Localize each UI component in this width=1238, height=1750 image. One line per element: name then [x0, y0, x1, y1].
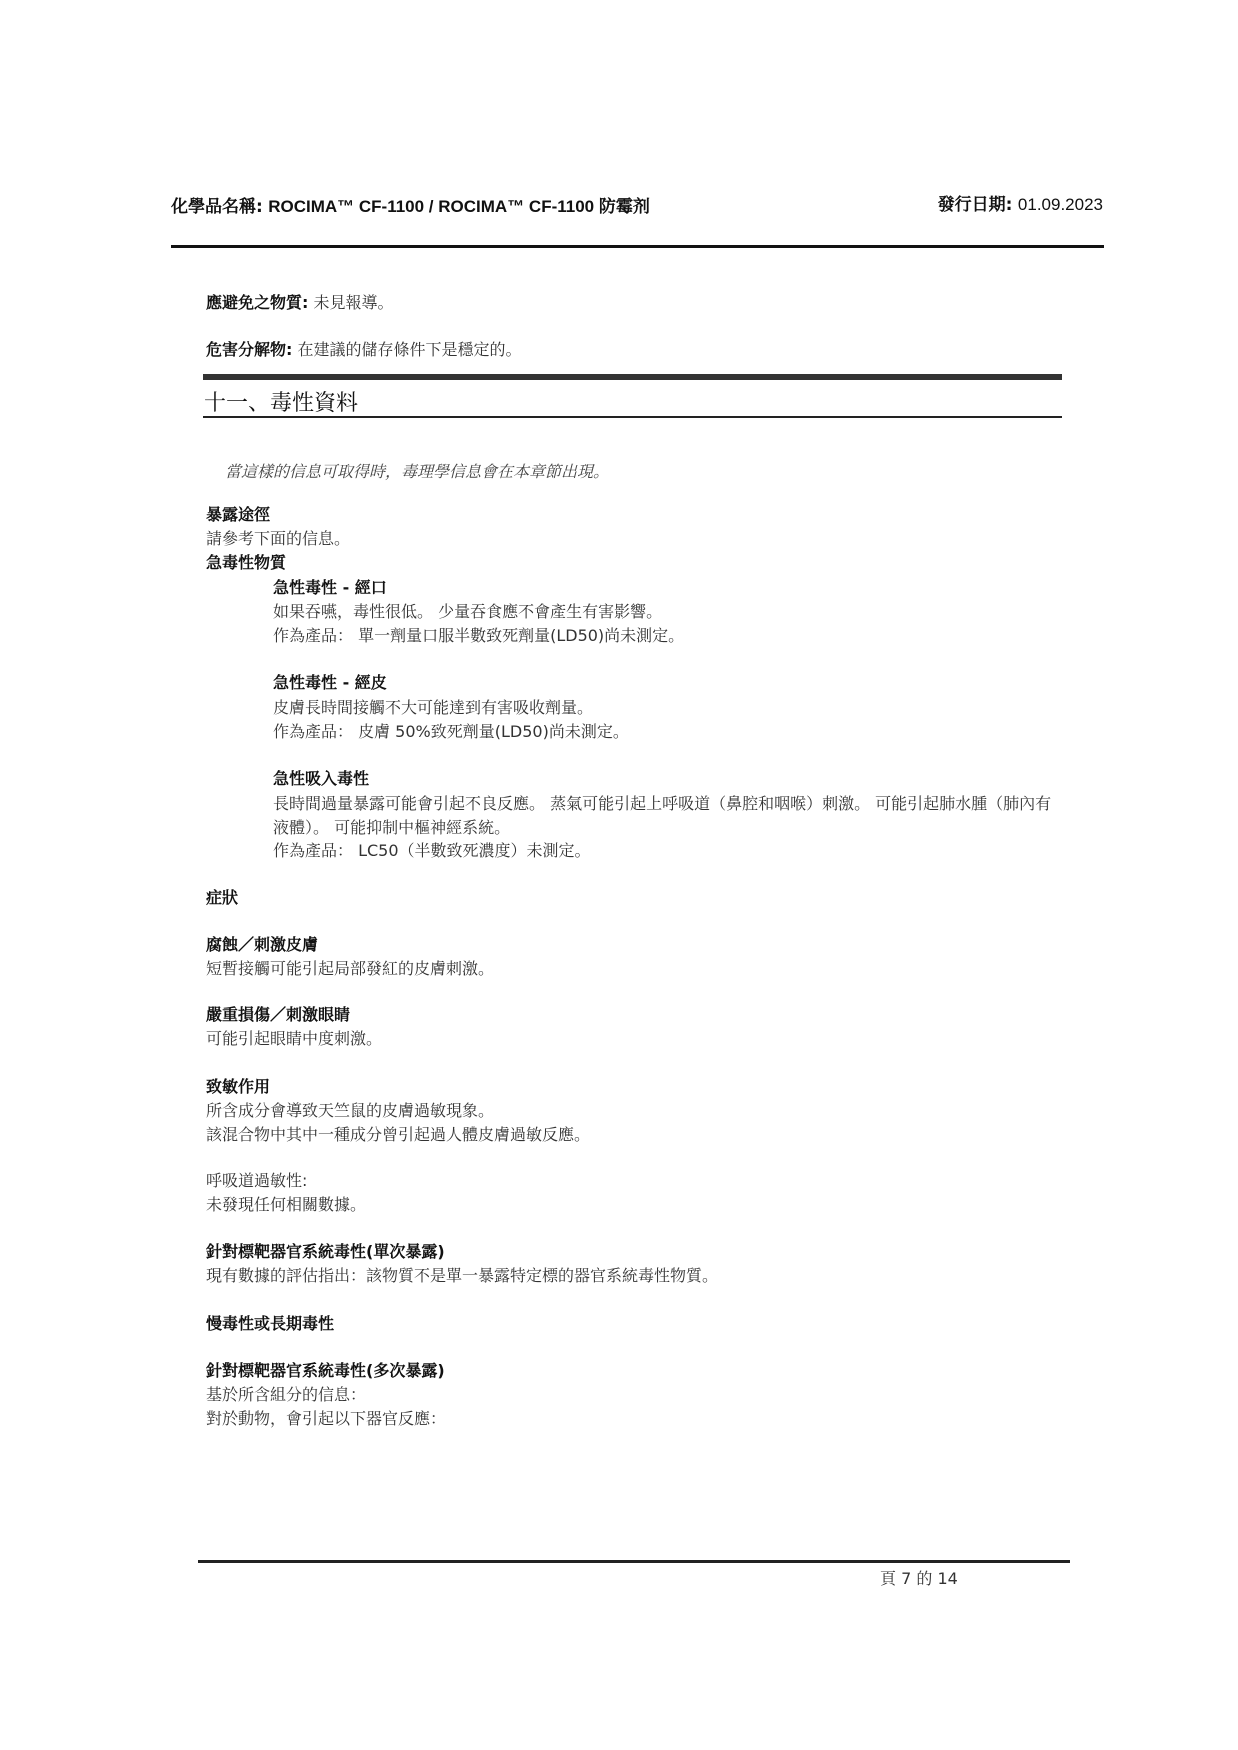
date-label: 發行日期: — [937, 195, 1013, 215]
header-product — [171, 192, 650, 217]
avoid-row — [206, 292, 394, 314]
stot-repeat-line2: 對於動物，會引起以下器官反應： — [206, 1409, 447, 1428]
avoid-value: 未見報導。 — [313, 293, 394, 312]
eye-text: 可能引起眼睛中度刺激。 — [206, 1029, 383, 1048]
acute-heading: 急毒性物質 — [206, 553, 287, 572]
oral-line1: 如果吞嚥，毒性很低。 少量吞食應不會產生有害影響。 — [273, 602, 663, 621]
exposure-heading: 暴露途徑 — [206, 505, 271, 524]
inhal-heading: 急性吸入毒性 — [273, 769, 370, 788]
oral-line2: 作為產品： 單一劑量口服半數致死劑量(LD50)尚未測定。 — [273, 626, 685, 645]
section-intro: 當這樣的信息可取得時，毒理學信息會在本章節出現。 — [225, 462, 610, 481]
stot-repeat-line1: 基於所含組分的信息： — [206, 1385, 367, 1404]
decomp-label: 危害分解物: — [206, 340, 293, 359]
product-name: ROCIMA™ CF-1100 / ROCIMA™ CF-1100 防霉剂 — [268, 197, 650, 216]
chronic-heading: 慢毒性或長期毒性 — [206, 1314, 335, 1333]
skin-heading: 腐蝕／刺激皮膚 — [206, 935, 319, 954]
inhal-text: 長時間過量暴露可能會引起不良反應。 蒸氣可能引起上呼吸道（鼻腔和咽喉）刺激。 可能引起肺水腫（肺內有液體）。 可能抑制中樞神經系統。 — [273, 794, 1052, 837]
stot-repeat-heading: 針對標靶器官系統毒性(多次暴露) — [206, 1361, 445, 1380]
oral-heading: 急性毒性 - 經口 — [273, 578, 387, 597]
avoid-label: 應避免之物質: — [206, 293, 309, 312]
stot-single-text: 現有數據的評估指出：該物質不是單一暴露特定標的器官系統毒性物質。 — [206, 1266, 719, 1285]
date-value: 01.09.2023 — [1017, 195, 1103, 214]
sens-line2: 該混合物中其中一種成分曾引起過人體皮膚過敏反應。 — [206, 1125, 591, 1144]
header-date — [938, 190, 1103, 215]
dermal-line1: 皮膚長時間接觸不大可能達到有害吸收劑量。 — [273, 698, 594, 717]
sens-line1: 所含成分會導致天竺鼠的皮膚過敏現象。 — [206, 1101, 495, 1120]
resp-label: 呼吸道過敏性: — [206, 1171, 308, 1190]
inhal-line3: 作為產品： LC50（半數致死濃度）未測定。 — [273, 841, 591, 860]
section-title: 十一、毒性資料 — [204, 391, 359, 416]
decomp-row — [206, 339, 522, 361]
symptoms-heading: 症狀 — [206, 888, 239, 907]
decomp-value: 在建議的儲存條件下是穩定的。 — [297, 340, 522, 359]
section-rule — [203, 416, 1062, 418]
section-bar — [203, 374, 1062, 380]
dermal-line2: 作為產品： 皮膚 50%致死劑量(LD50)尚未測定。 — [273, 722, 629, 741]
eye-heading: 嚴重損傷／刺激眼睛 — [206, 1005, 351, 1024]
stot-single-heading: 針對標靶器官系統毒性(單次暴露) — [206, 1242, 445, 1261]
product-label: 化學品名稱: — [171, 197, 263, 217]
header-rule — [171, 245, 1104, 248]
footer-rule — [198, 1560, 1070, 1563]
skin-text: 短暫接觸可能引起局部發紅的皮膚刺激。 — [206, 959, 495, 978]
dermal-heading: 急性毒性 - 經皮 — [273, 673, 387, 692]
resp-text: 未發現任何相關數據。 — [206, 1195, 367, 1214]
page-number: 頁 7 的 14 — [880, 1569, 958, 1588]
sens-heading: 致敏作用 — [206, 1077, 271, 1096]
exposure-text: 請參考下面的信息。 — [206, 529, 351, 548]
